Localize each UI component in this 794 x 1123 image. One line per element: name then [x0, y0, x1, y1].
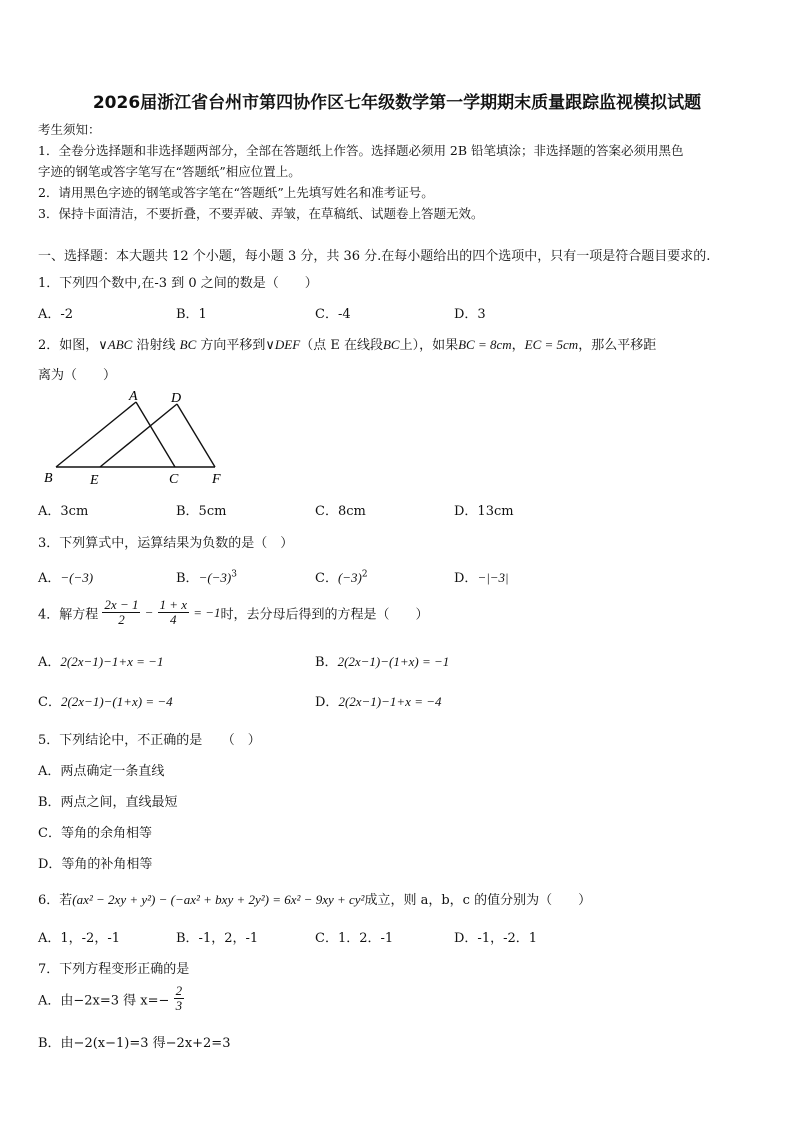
question-3-stem: 3．下列算式中，运算结果为负数的是（ ）	[38, 536, 294, 551]
q5-option-d: D．等角的补角相等	[38, 857, 153, 872]
notice-line-3: 2．请用黑色字迹的钢笔或答字笔在“答题纸”上先填写姓名和准考证号。	[38, 185, 434, 200]
label-f: F	[212, 472, 221, 487]
q1-option-a: A．-2	[38, 307, 74, 322]
q4-option-b: B．2(2x−1)−(1+x) = −1	[315, 654, 450, 670]
q3-option-c: C．$(-3)^2$	[315, 569, 368, 586]
q2-option-d: D．13cm	[454, 504, 514, 519]
fraction-2: $\frac{1 + x}{4}$	[159, 597, 188, 628]
label-e: E	[90, 473, 99, 488]
q7-option-b: B．由−2(x−1)=3 得−2x+2=3	[38, 1036, 231, 1051]
label-c: C	[169, 472, 179, 487]
q6-option-a: A．1，-2，-1	[38, 931, 120, 946]
question-5-stem: 5．下列结论中，不正确的是 （ ）	[38, 733, 261, 748]
q4-option-c: C．2(2x−1)−(1+x) = −4	[38, 694, 173, 710]
label-b: B	[44, 471, 53, 486]
question-6-stem: 6．若(ax² − 2xy + y²) − (−ax² + bxy + 2y²) = 6x² − 9xy + cy²成立，则 a，b，c 的值分别为（ ）	[38, 892, 592, 908]
translation-figure	[40, 390, 240, 490]
q1-option-c: C．-4	[315, 307, 351, 322]
q6-option-c: C．1．2．-1	[315, 931, 394, 946]
q5-option-a: A．两点确定一条直线	[38, 764, 165, 779]
q3-option-b: B．$-(-3)^3$	[176, 569, 237, 586]
notice-line-1: 1．全卷分选择题和非选择题两部分，全部在答题纸上作答。选择题必须用 2B 铅笔填涂；非选择题的答案必须用黑色	[38, 143, 684, 158]
q7-option-a: A．由−2x=3 得 x=− $\frac{2}{3}$	[38, 983, 183, 1014]
page-title: 2026届浙江省台州市第四协作区七年级数学第一学期期末质量跟踪监视模拟试题	[92, 93, 702, 113]
q4-option-d: D．2(2x−1)−1+x = −4	[315, 694, 442, 710]
q4-option-a: A．2(2x−1)−1+x = −1	[38, 654, 164, 670]
fraction-q7: $\frac{2}{3}$	[175, 983, 183, 1014]
question-1-stem: 1．下列四个数中,在-3 到 0 之间的数是（ ）	[38, 276, 318, 291]
q5-option-c: C．等角的余角相等	[38, 826, 152, 841]
question-2-stem: 2．如图，∨ABC 沿射线 BC 方向平移到∨DEF（点 E 在线段BC上），如果BC = 8cm，EC = 5cm，那么平移距	[38, 337, 657, 353]
question-4-stem: 4．解方程 $\frac{2x - 1}{2}$ − $\frac{1 + x}{4}$ = −1时，去分母后得到的方程是（ ）	[38, 597, 429, 628]
question-2-stem-cont: 离为（ ）	[38, 368, 117, 383]
q2-option-c: C．8cm	[315, 504, 366, 519]
notice-line-4: 3．保持卡面清洁，不要折叠，不要弄破、弄皱，在草稿纸、试题卷上答题无效。	[38, 206, 484, 221]
q2-option-b: B．5cm	[176, 504, 227, 519]
notice-line-2: 字迹的钢笔或答字笔写在“答题纸”相应位置上。	[38, 164, 301, 179]
notice-heading: 考生须知：	[38, 122, 101, 137]
section-heading: 一、选择题：本大题共 12 个小题，每小题 3 分，共 36 分.在每小题给出的四个选项中，只有一项是符合题目要求的.	[38, 249, 711, 264]
q2-option-a: A．3cm	[38, 504, 89, 519]
q3-option-d: D．−|−3|	[454, 570, 509, 586]
question-7-stem: 7．下列方程变形正确的是	[38, 962, 190, 977]
q1-option-d: D．3	[454, 307, 486, 322]
q6-option-d: D．-1，-2．1	[454, 931, 538, 946]
label-d: D	[171, 391, 182, 406]
label-a: A	[129, 390, 138, 404]
q5-option-b: B．两点之间，直线最短	[38, 795, 178, 810]
q3-option-a: A．−(−3)	[38, 570, 94, 586]
fraction-1: $\frac{2x - 1}{2}$	[104, 597, 139, 628]
q1-option-b: B．1	[176, 307, 207, 322]
q6-option-b: B．-1，2，-1	[176, 931, 259, 946]
